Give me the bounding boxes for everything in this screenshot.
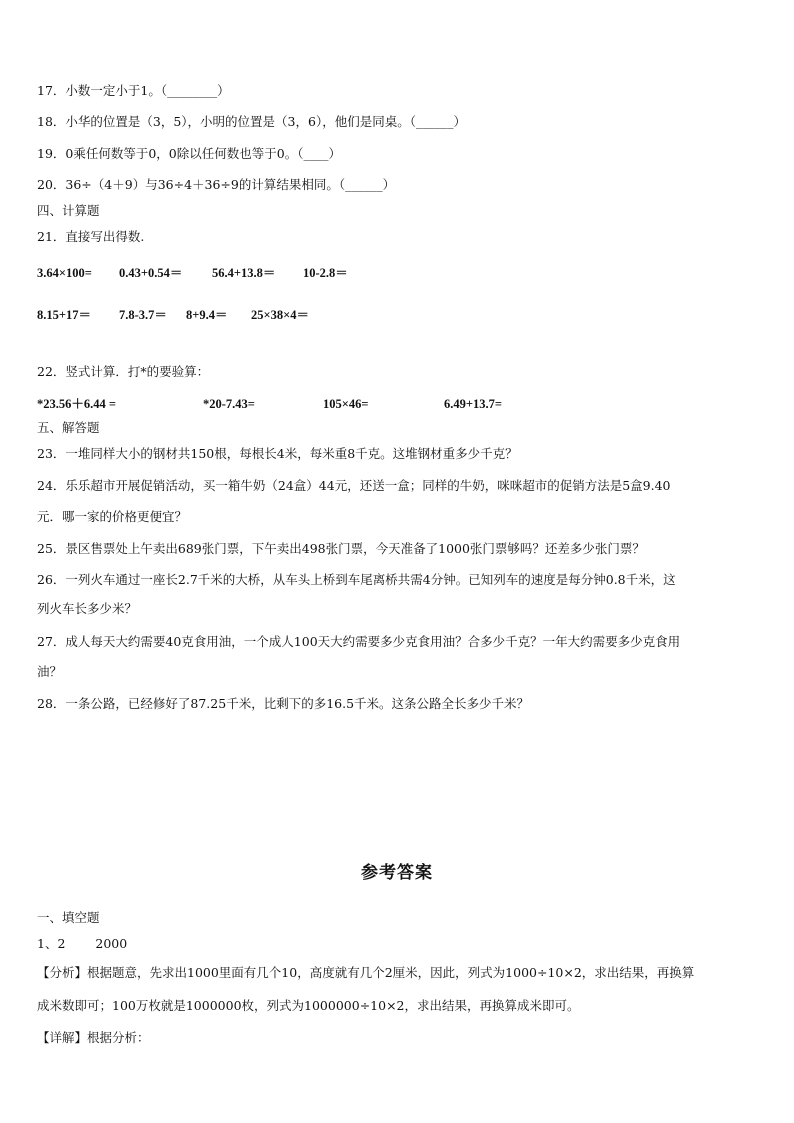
question-22-intro: 22．竖式计算．打*的要验算： (37, 364, 210, 379)
calc-item: 8+9.4＝ (186, 308, 228, 322)
calc-item: 25×38×4＝ (251, 308, 309, 322)
calc-item: 56.4+13.8＝ (212, 266, 276, 280)
analysis-line-2: 成米数即可；100万枚就是1000000枚，列式为1000000÷10×2，求出结果，再换算成米即可。 (37, 998, 580, 1013)
question-20: 20．36÷（4＋9）与36÷4＋36÷9的计算结果相同。（______） (37, 177, 396, 192)
question-21-intro: 21．直接写出得数. (37, 229, 145, 244)
question-24-line-2: 元．哪一家的价格更便宜？ (37, 509, 188, 524)
answer-1-value: 2000 (95, 936, 128, 951)
section-heading-word-problems: 五、解答题 (37, 420, 100, 435)
question-28: 28．一条公路，已经修好了87.25千米，比剩下的多16.5千米。这条公路全长多少千米？ (37, 696, 530, 711)
analysis-line-1: 【分析】根据题意，先求出1000里面有几个10，高度就有几个2厘米，因此，列式为1000÷10×2，求出结果，再换算 (37, 965, 695, 980)
section-heading-calculation: 四、计算题 (37, 203, 100, 218)
calc-item: 10-2.8＝ (303, 266, 348, 280)
answer-1-label: 1、2 (37, 936, 66, 951)
answers-section-heading: 一、填空题 (37, 910, 100, 925)
question-27-line-1: 27．成人每天大约需要40克食用油，一个成人100天大约需要多少克食用油？合多少千克？一年大约需要多少克食用 (37, 634, 681, 649)
question-19: 19．0乘任何数等于0，0除以任何数也等于0。（____） (37, 146, 341, 161)
question-26-line-1: 26．一列火车通过一座长2.7千米的大桥，从车头上桥到车尾离桥共需4分钟。已知列车的速度是每分钟0.8千米，这 (37, 572, 676, 587)
answer-1 (37, 936, 127, 952)
question-23: 23．一堆同样大小的钢材共150根，每根长4米，每米重8千克。这堆钢材重多少千克？ (37, 446, 518, 461)
vertical-calc-item: 6.49+13.7= (444, 397, 502, 411)
calc-item: 0.43+0.54＝ (119, 266, 183, 280)
question-17: 17．小数一定小于1。（________） (37, 83, 230, 98)
question-24-line-1: 24．乐乐超市开展促销活动，买一箱牛奶（24盒）44元，还送一盒；同样的牛奶，咪咪超市的促销方法是5盒9.40 (37, 478, 671, 493)
vertical-calc-item: *20-7.43= (203, 397, 255, 411)
detail-line: 【详解】根据分析： (37, 1030, 150, 1045)
question-18: 18．小华的位置是（3，5），小明的位置是（3，6），他们是同桌。（______） (37, 114, 466, 129)
vertical-calc-item: 105×46= (323, 397, 369, 411)
question-26-line-2: 列火车长多少米？ (37, 601, 138, 616)
vertical-calc-item: *23.56＋6.44 = (37, 397, 116, 411)
question-27-line-2: 油？ (37, 664, 63, 679)
calc-item: 7.8-3.7＝ (119, 308, 167, 322)
calc-item: 3.64×100= (37, 266, 92, 280)
answers-title: 参考答案 (361, 863, 433, 883)
calc-item: 8.15+17＝ (37, 308, 91, 322)
question-25: 25．景区售票处上午卖出689张门票，下午卖出498张门票，今天准备了1000张门票够吗？还差多少张门票？ (37, 541, 645, 556)
